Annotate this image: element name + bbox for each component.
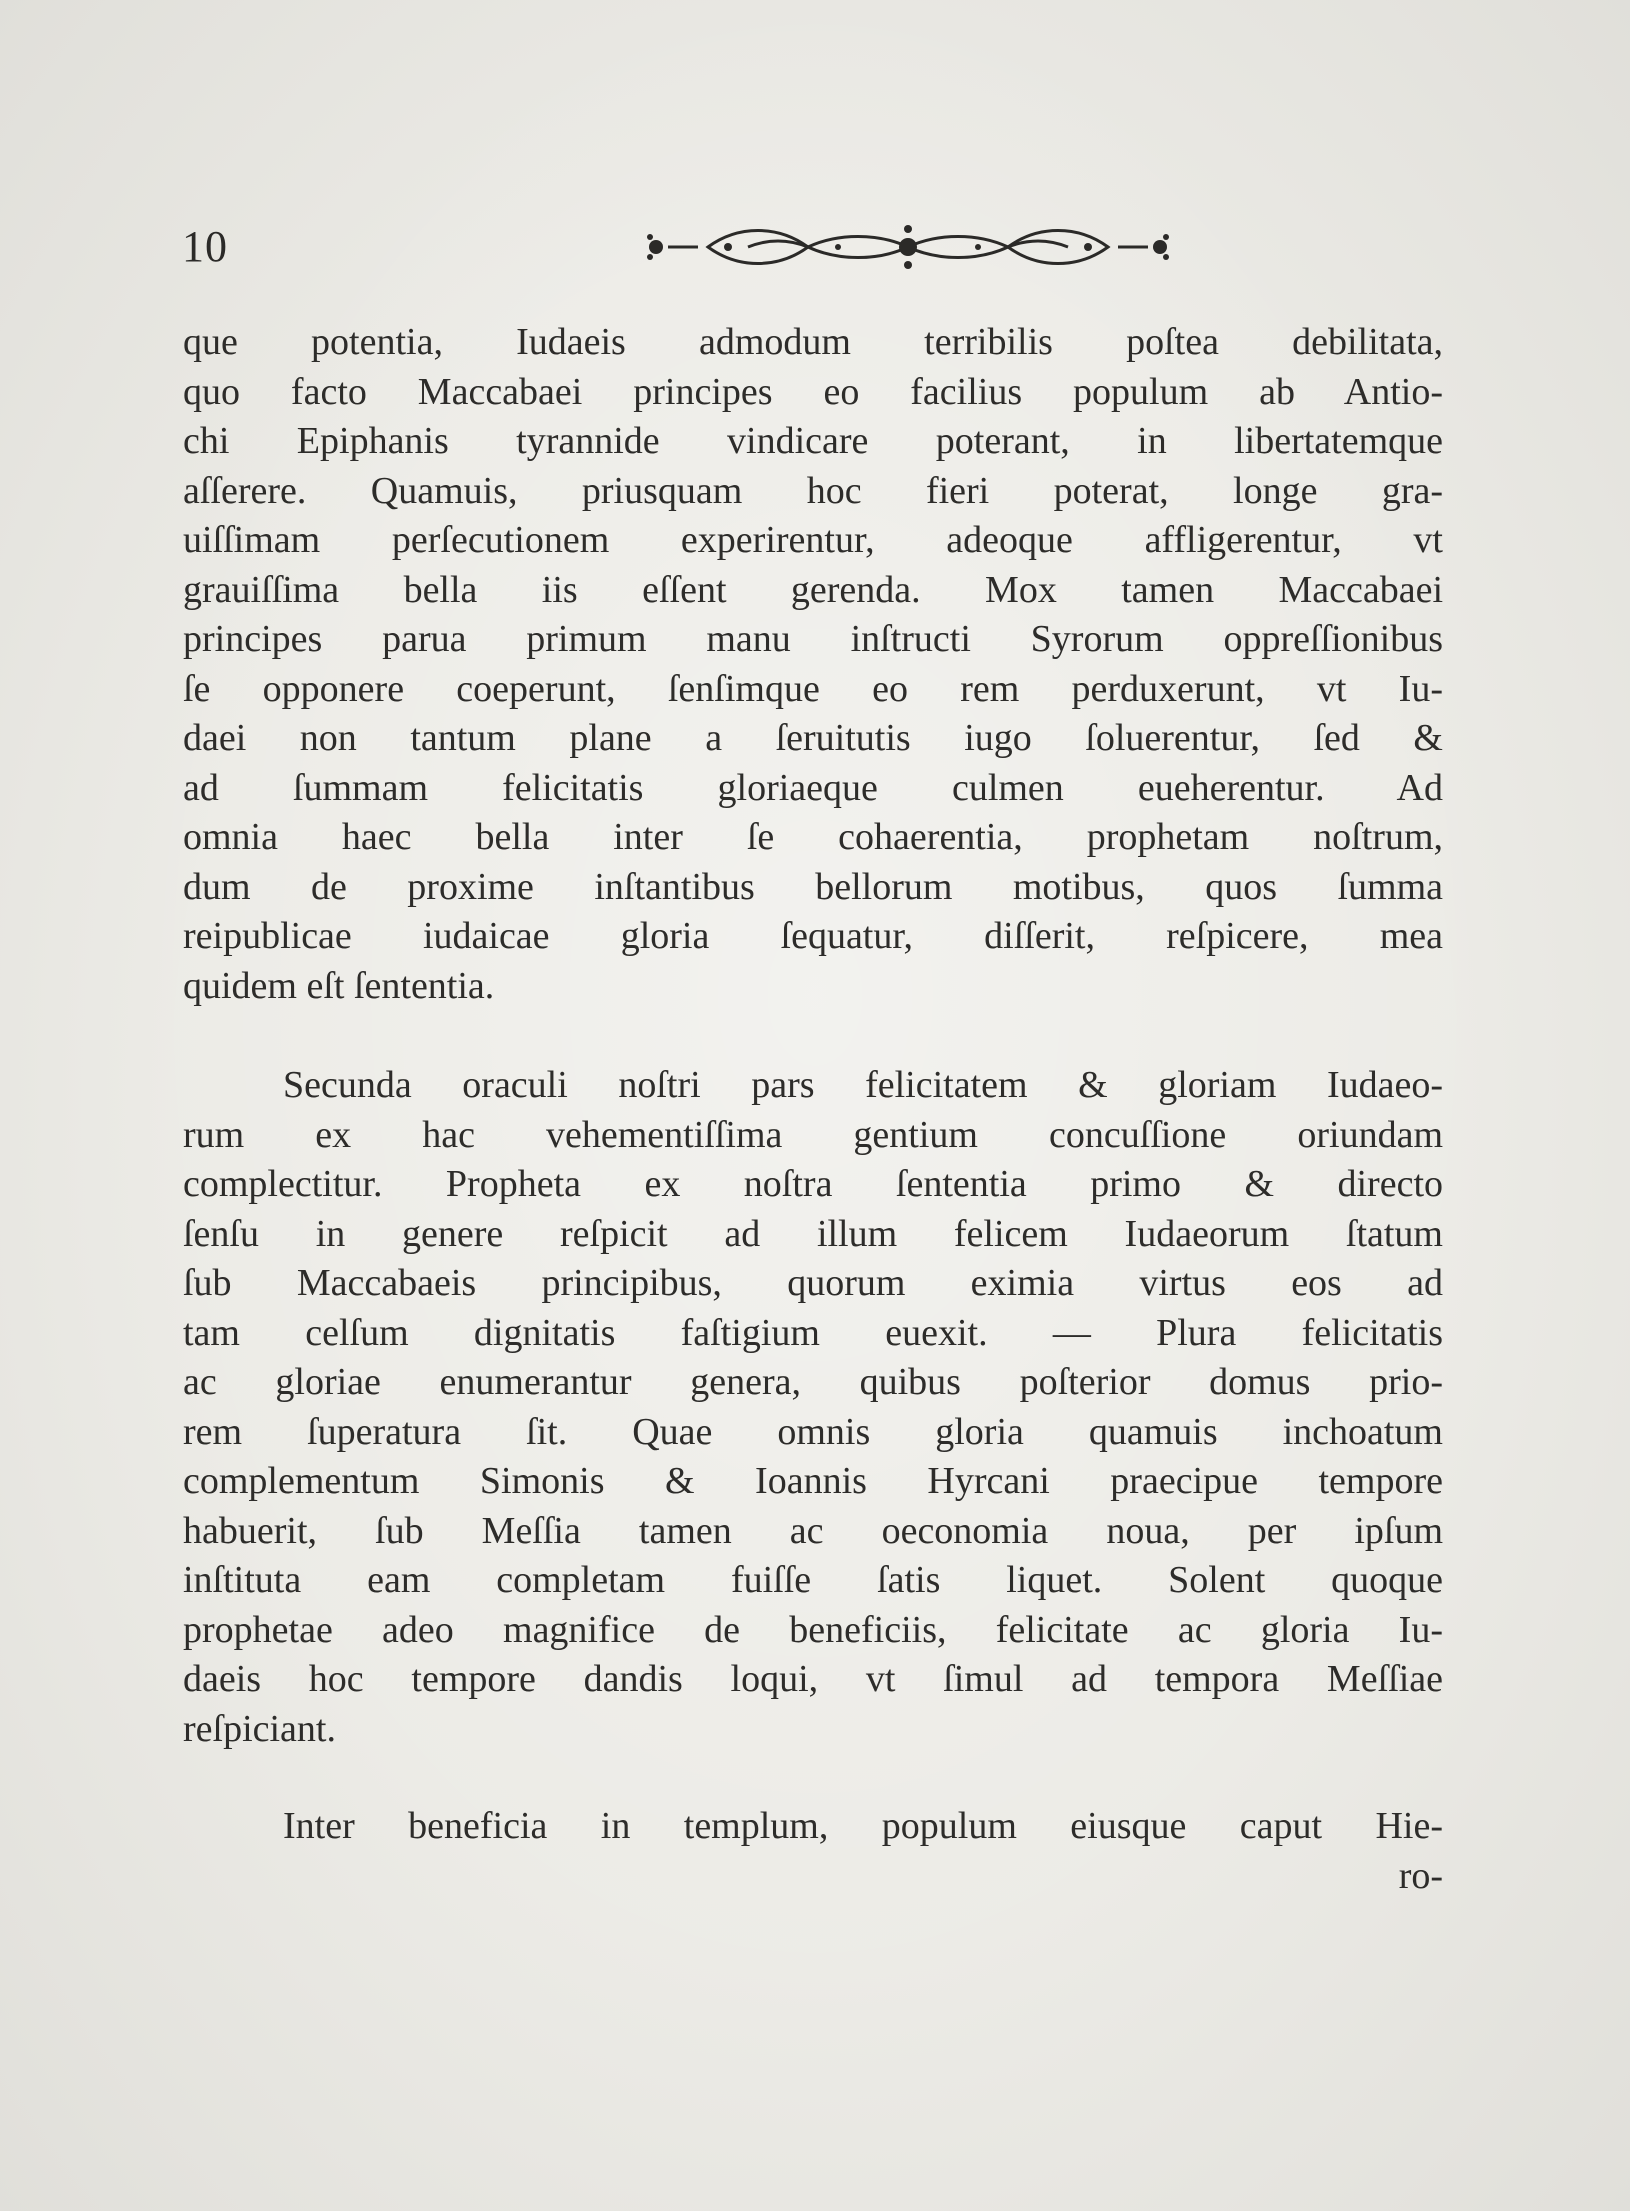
text-line: daei non tantum plane a ſeruitutis iugo ſoluerentur, ſed & <box>183 717 1443 759</box>
text-line: ſenſu in genere reſpicit ad illum felicem Iudaeorum ſtatum <box>183 1212 1443 1255</box>
text-line: grauiſſima bella iis eſſent gerenda. Mox tamen Maccabaei <box>183 568 1443 611</box>
text-line: habuerit, ſub Meſſia tamen ac oeconomia noua, per ipſum <box>183 1509 1443 1552</box>
text-line: ac gloriae enumerantur genera, quibus poſterior domus prio- <box>183 1361 1443 1403</box>
text-line: daeis hoc tempore dandis loqui, vt ſimul ad tempora Meſſiae <box>183 1658 1443 1700</box>
decorative-header-ornament-icon <box>638 215 1178 279</box>
text-line: inſtituta eam completam fuiſſe ſatis liquet. Solent quoque <box>183 1559 1443 1601</box>
page-header <box>182 215 1462 285</box>
text-line: omnia haec bella inter ſe cohaerentia, prophetam noſtrum, <box>183 816 1443 858</box>
text-line: rum ex hac vehementiſſima gentium concuſſione oriundam <box>183 1113 1443 1156</box>
text-line: chi Epiphanis tyrannide vindicare poterant, in libertatemque <box>183 420 1443 462</box>
text-line: ſub Maccabaeis principibus, quorum eximia virtus eos ad <box>183 1262 1443 1304</box>
text-line: que potentia, Iudaeis admodum terribilis poſtea debilitata, <box>183 321 1443 363</box>
text-line: quidem eſt ſententia. <box>183 964 495 1007</box>
text-line: prophetae adeo magnifice de beneficiis, felicitate ac gloria Iu- <box>183 1608 1443 1651</box>
text-line: complectitur. Propheta ex noſtra ſententia primo & directo <box>183 1163 1443 1205</box>
text-line: complementum Simonis & Ioannis Hyrcani praecipue tempore <box>183 1460 1443 1502</box>
text-line: rem ſuperatura ſit. Quae omnis gloria quamuis inchoatum <box>183 1410 1443 1453</box>
text-line: aſſerere. Quamuis, priusquam hoc fieri poterat, longe gra- <box>183 469 1443 512</box>
text-line: reipublicae iudaicae gloria ſequatur, diſſerit, reſpicere, mea <box>183 915 1443 957</box>
text-line: quo facto Maccabaei principes eo facilius populum ab Antio- <box>183 370 1443 413</box>
text-line: principes parua primum manu inſtructi Syrorum oppreſſionibus <box>183 618 1443 660</box>
catchword: ro- <box>1398 1854 1443 1897</box>
text-line: dum de proxime inſtantibus bellorum motibus, quos ſumma <box>183 865 1443 908</box>
text-line: uiſſimam perſecutionem experirentur, adeoque affligerentur, vt <box>183 519 1443 561</box>
text-line: reſpiciant. <box>183 1707 336 1750</box>
text-line: tam celſum dignitatis faſtigium euexit. — Plura felicitatis <box>183 1311 1443 1354</box>
main-text <box>183 318 1443 1901</box>
page-number: 10 <box>182 222 228 271</box>
paragraph-gap <box>183 1754 1443 1802</box>
text-line: Secunda oraculi noſtri pars felicitatem & gloriam Iudaeo- <box>283 1064 1443 1106</box>
text-line: ad ſummam felicitatis gloriaeque culmen eueherentur. Ad <box>183 766 1443 809</box>
text-line: ſe opponere coeperunt, ſenſimque eo rem perduxerunt, vt Iu- <box>183 667 1443 710</box>
paragraph-gap <box>183 1011 1443 1061</box>
text-line: Inter beneficia in templum, populum eiusque caput Hie- <box>283 1805 1443 1847</box>
